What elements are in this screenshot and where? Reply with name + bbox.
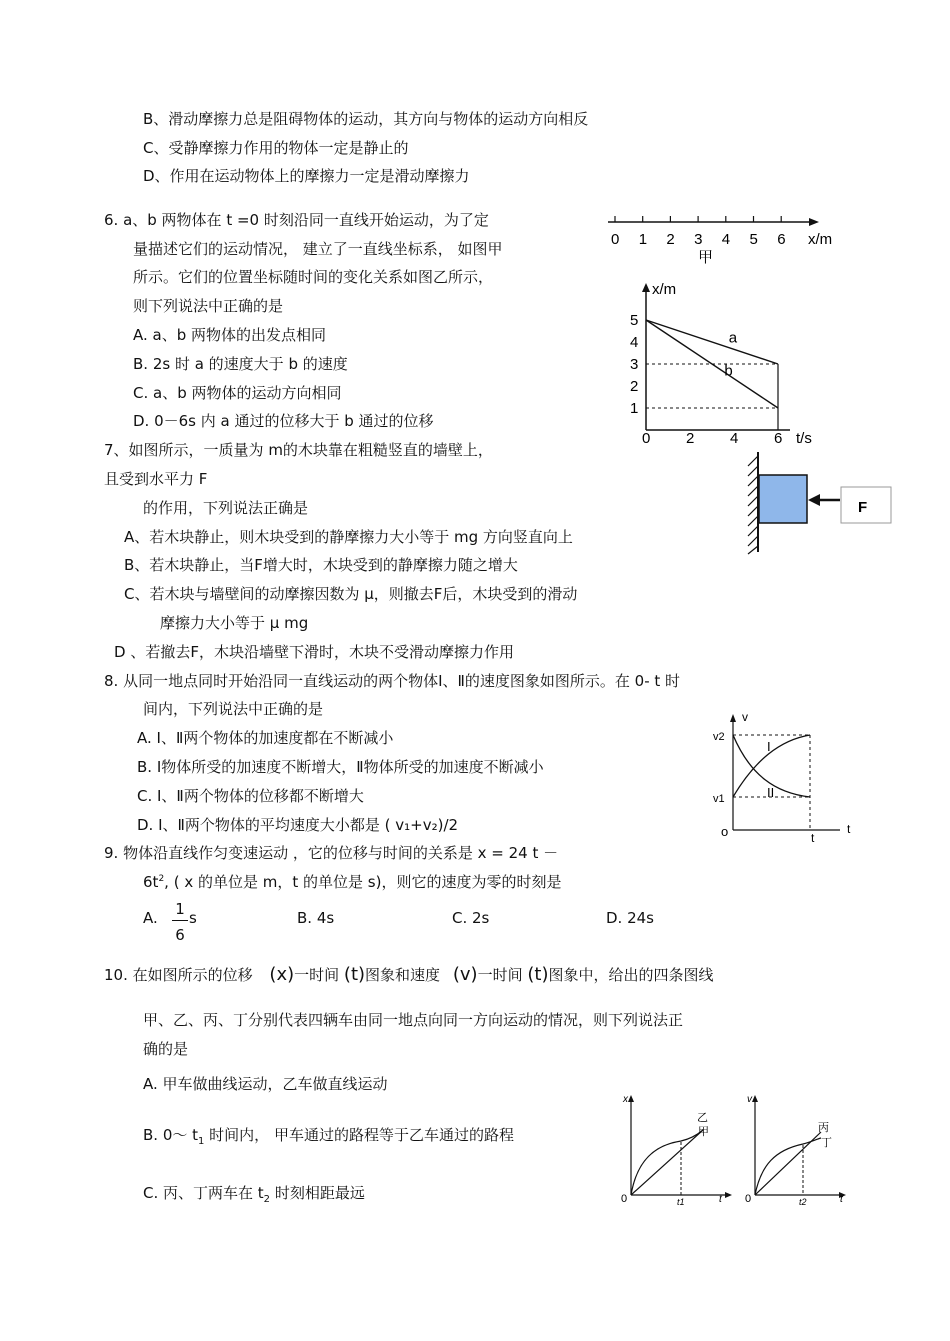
q9-stem-line2 (143, 873, 561, 891)
q6-stem-line1: 6. a、b 两物体在 t =0 时刻沿同一直线开始运动，为了定 (104, 211, 489, 229)
wall-hatching (748, 452, 758, 554)
xt-chart (620, 278, 830, 453)
vt10-y-label: v (747, 1094, 752, 1105)
number-line-tick-label: 1 (638, 231, 648, 248)
xt-y-tick-label: 5 (630, 312, 639, 329)
vt8-t-mark: t (811, 831, 815, 845)
vt10-origin: 0 (745, 1193, 752, 1205)
q10-t-symbol-2: (t) (527, 964, 549, 985)
series-yi-label: 乙 (697, 1112, 708, 1124)
vt8-v1-label: v1 (713, 793, 725, 805)
q7-stem-line2: 且受到水平力 F (104, 470, 208, 488)
q9-expr-rest: , ( x 的单位是 m，t 的单位是 s)，则它的速度为零的时刻是 (164, 873, 562, 891)
q8-stem-line2: 间内，下列说法中正确的是 (143, 700, 324, 718)
q9-stem-line1: 9. 物体沿直线作匀变速运动 ，它的位移与时间的关系是 x = 24 t － (104, 844, 559, 862)
q8-option-d: D. Ⅰ、Ⅱ两个物体的平均速度大小都是 ( v₁+v₂)/2 (137, 816, 459, 834)
q9-option-a-label: A. (143, 909, 158, 927)
q9-option-b: B. 4s (297, 909, 335, 927)
q8-stem-line1: 8. 从同一地点同时开始沿同一直线运动的两个物体Ⅰ、Ⅱ的速度图象如图所示。在 0- t 时 (104, 672, 681, 690)
series-yi-line (631, 1130, 703, 1195)
series-a-label: a (728, 329, 738, 347)
series-jia-label: 甲 (698, 1126, 709, 1138)
number-line-tick-label: 6 (777, 231, 786, 248)
q5-option-d: D、作用在运动物体上的摩擦力一定是滑动摩擦力 (143, 167, 470, 185)
xt10-origin: 0 (621, 1193, 628, 1205)
xt-y-tick-label: 2 (630, 378, 639, 395)
xt-y-label: x/m (652, 281, 677, 298)
vt-chart-q8 (705, 705, 860, 845)
q10-option-c-start: C. 丙、丁两车在 t (143, 1184, 264, 1202)
q6-option-c: C. a、b 两物体的运动方向相同 (133, 384, 342, 402)
q10-option-b-sub: 1 (198, 1136, 205, 1147)
q10-option-c-rest: 时刻相距最远 (270, 1184, 365, 1202)
xt-x-label: t/s (796, 430, 812, 447)
q6-stem-line3: 所示。它们的位置坐标随时间的变化关系如图乙所示， (133, 268, 494, 286)
q5-option-b: B、滑动摩擦力总是阻碍物体的运动，其方向与物体的运动方向相反 (143, 110, 589, 128)
number-line-tick-label: 3 (694, 231, 703, 248)
xt10-y-arrow (628, 1095, 634, 1102)
q6-stem-line2: 量描述它们的运动情况， 建立了一直线坐标系， 如图甲 (133, 240, 503, 258)
number-line-figure (600, 205, 840, 270)
vt8-x-label: t (847, 822, 851, 836)
q6-stem-line4: 则下列说法中正确的是 (133, 297, 284, 315)
q9-expr-sup: 2 (158, 874, 165, 884)
vt8-y-label: v (742, 710, 748, 724)
vt10-y-arrow (752, 1095, 758, 1102)
q10-v-symbol: (v) (452, 964, 478, 985)
q7-stem-line1: 7、如图所示，一质量为 m的木块靠在粗糙竖直的墙壁上， (104, 441, 493, 459)
xt-x-tick-label: 0 (642, 430, 651, 447)
q10-stem-tail: 图象中，给出的四条图线 (548, 966, 714, 984)
q10-stem-line3: 确的是 (143, 1040, 189, 1058)
q10-option-c (143, 1184, 365, 1206)
q7-option-a: A、若木块静止，则木块受到的静摩擦力大小等于 mg 方向竖直向上 (124, 528, 573, 546)
series-I-label: I (767, 739, 771, 754)
q8-option-c: C. Ⅰ、Ⅱ两个物体的位移都不断增大 (137, 787, 364, 805)
vt10-t2-label: t2 (799, 1197, 807, 1207)
number-line-unit: x/m (808, 231, 833, 248)
q6-option-a: A. a、b 两物体的出发点相同 (133, 326, 327, 344)
q9-option-d: D. 24s (606, 909, 654, 927)
q9-option-a-fraction-bar (172, 920, 188, 921)
number-line-tick-label: 0 (611, 231, 620, 248)
series-b-label: b (724, 362, 733, 380)
q7-option-c-line1: C、若木块与墙壁间的动摩擦因数为 μ，则撤去F后，木块受到的滑动 (124, 585, 578, 603)
q9-option-a-denominator: 6 (175, 926, 185, 944)
series-II-label: II (767, 785, 775, 800)
q10-stem-line1 (104, 964, 714, 986)
q10-stem-intro: 10. 在如图所示的位移 (104, 966, 253, 984)
q9-option-c: C. 2s (452, 909, 490, 927)
xt-y-arrow (642, 283, 650, 292)
q10-time-text-2: 一时间 (477, 966, 523, 984)
series-a-line (646, 320, 778, 364)
xt-y-tick-label: 3 (630, 356, 639, 373)
force-label: F (858, 499, 868, 516)
xt-x-tick-label: 6 (774, 430, 783, 447)
q7-stem-line3: 的作用，下列说法正确是 (143, 499, 309, 517)
q7-option-b: B、若木块静止，当F增大时，木块受到的静摩擦力随之增大 (124, 556, 518, 574)
q10-option-a: A. 甲车做曲线运动，乙车做直线运动 (143, 1075, 388, 1093)
q9-option-a-numerator: 1 (175, 900, 185, 918)
number-line-tick-label: 5 (749, 231, 758, 248)
vt8-v2-label: v2 (713, 731, 725, 743)
q10-t-symbol: (t) (343, 964, 366, 985)
series-ding-label: 丁 (821, 1137, 832, 1149)
wall-block-figure (740, 450, 900, 555)
xt-y-tick-label: 4 (630, 334, 639, 351)
q10-velocity-text: 图象和速度 (365, 966, 441, 984)
vt8-y-arrow (730, 714, 736, 722)
xt-y-tick-label: 1 (630, 400, 639, 417)
q8-option-b: B. Ⅰ物体所受的加速度不断增大，Ⅱ物体所受的加速度不断减小 (137, 758, 544, 776)
series-bing-label: 丙 (818, 1122, 829, 1134)
vt10-x-label: t (840, 1194, 843, 1205)
xt10-x-label: t (719, 1194, 722, 1205)
vt8-origin: o (721, 824, 729, 839)
q10-option-c-sub: 2 (263, 1194, 271, 1205)
q8-option-a: A. Ⅰ、Ⅱ两个物体的加速度都在不断减小 (137, 729, 394, 747)
number-line-caption: 甲 (698, 249, 714, 266)
xt10-t1-label: t1 (677, 1197, 685, 1207)
q10-option-b-rest: 时间内， 甲车通过的路程等于乙车通过的路程 (204, 1126, 514, 1144)
q7-option-d: D 、若撤去F，木块沿墙壁下滑时，木块不受滑动摩擦力作用 (114, 643, 514, 661)
q10-stem-line2: 甲、乙、丙、丁分别代表四辆车由同一地点向同一方向运动的情况，则下列说法正 (143, 1011, 684, 1029)
series-ding-curve (755, 1138, 821, 1195)
q6-option-d: D. 0－6s 内 a 通过的位移大于 b 通过的位移 (133, 412, 434, 430)
q10-graphs (615, 1090, 850, 1210)
q10-time-text-1: 一时间 (294, 966, 340, 984)
number-line-tick-label: 2 (666, 231, 675, 248)
xt-x-tick-label: 2 (686, 430, 695, 447)
number-line-tick-label: 4 (721, 231, 731, 248)
q5-option-c: C、受静摩擦力作用的物体一定是静止的 (143, 139, 409, 157)
q10-option-b-start: B. 0～ t (143, 1126, 199, 1144)
wooden-block (759, 475, 807, 523)
q9-option-a-unit: s (189, 909, 197, 927)
q7-option-c-line2: 摩擦力大小等于 μ mg (160, 614, 309, 632)
q10-option-b (143, 1126, 514, 1148)
xt-x-tick-label: 4 (730, 430, 739, 447)
force-arrow-head (808, 494, 820, 506)
q10-x-symbol: (x) (269, 964, 295, 985)
q6-option-b: B. 2s 时 a 的速度大于 b 的速度 (133, 355, 348, 373)
xt10-x-arrow (725, 1192, 732, 1198)
q9-expr-base: 6t (143, 873, 159, 891)
number-line-arrow (809, 218, 819, 226)
xt10-y-label: x (623, 1094, 628, 1105)
